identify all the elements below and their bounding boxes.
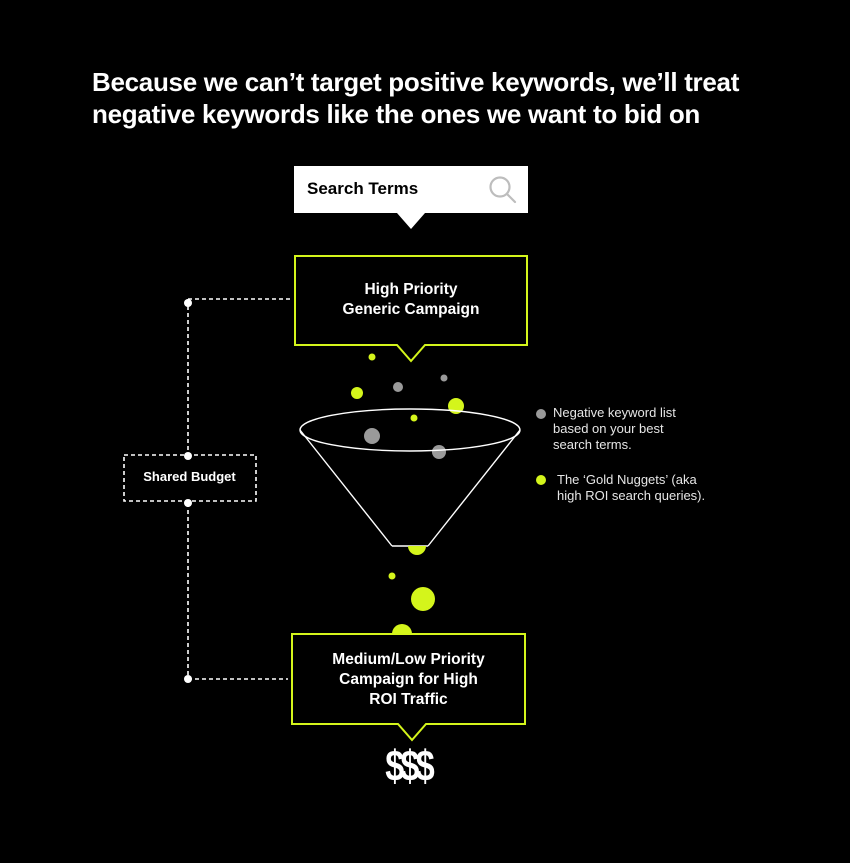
funnel-shape — [300, 409, 520, 546]
legend-negative-line-1: Negative keyword list — [553, 405, 676, 420]
search-terms-label: Search Terms — [307, 179, 419, 198]
low-priority-line-2: Campaign for High — [339, 671, 478, 688]
gold-nuggets-top — [351, 354, 464, 422]
legend-gold-text — [557, 472, 705, 504]
low-priority-label — [292, 650, 525, 710]
high-priority-line-2: Generic Campaign — [342, 301, 480, 318]
legend-gold-line-2: high ROI search queries). — [557, 488, 706, 503]
legend-negative-line-2: based on your best — [553, 421, 664, 436]
title-line-2: negative keywords like the ones we want to bid on — [92, 99, 700, 129]
low-priority-line-3: ROI Traffic — [369, 691, 448, 708]
legend-gold-marker — [536, 475, 546, 485]
high-priority-label — [295, 280, 527, 320]
shared-budget-label: Shared Budget — [143, 469, 236, 484]
money-output: $$$ — [385, 742, 431, 791]
legend-gold-line-1: The ‘Gold Nuggets’ (aka — [557, 472, 697, 487]
low-priority-line-1: Medium/Low Priority — [332, 651, 485, 668]
gold-nuggets-bottom — [389, 546, 436, 634]
legend-negative-line-3: search terms. — [553, 437, 632, 452]
high-priority-line-1: High Priority — [364, 281, 458, 298]
legend-negative-marker — [536, 409, 546, 419]
legend-negative-text — [553, 405, 676, 453]
title-line-1: Because we can’t target positive keywords, we’ll treat — [92, 67, 740, 97]
negative-keywords-dots — [364, 375, 448, 460]
budget-connector — [124, 299, 290, 679]
